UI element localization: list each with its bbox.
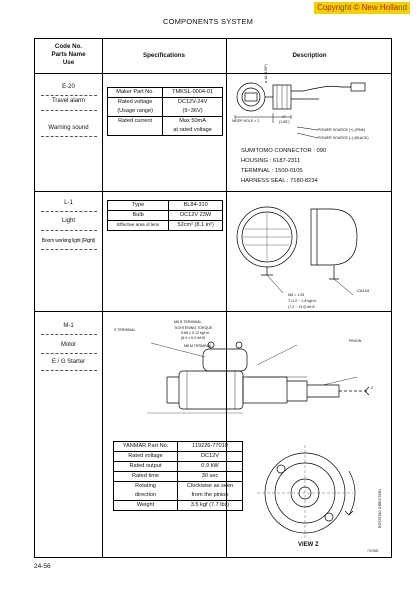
view-z-label: VIEW Z	[298, 542, 319, 548]
connector-spec: SUMITOMO CONNECTOR : 090	[241, 148, 327, 154]
torque-label: T=1.0 ~ 1.8 kgf·m	[288, 299, 317, 303]
spec-row	[114, 491, 243, 501]
spec-label: Type	[108, 201, 169, 211]
column-header-code: Code No. Parts Name Use	[51, 43, 86, 66]
dashed-divider	[41, 230, 97, 231]
spec-row	[108, 107, 223, 117]
spec-row	[108, 221, 223, 231]
spec-label	[108, 126, 163, 136]
view-direction-z-label: Z	[371, 386, 374, 390]
dashed-divider	[41, 249, 97, 250]
work-light-drawing	[231, 197, 389, 297]
weep-hole-label: WEEP HOLE × 2	[232, 119, 260, 123]
spec-value: 0.9 kW	[178, 462, 243, 472]
dashed-divider	[41, 334, 97, 335]
code-number: M-1	[63, 323, 74, 329]
spec-value: 3.5 kgf (7.7 lbs)	[178, 501, 243, 511]
starter-motor-drawing	[107, 321, 391, 433]
terminal-spec: TERMINAL : 1500-0105	[241, 168, 303, 174]
spec-value: (9~36V)	[163, 107, 223, 117]
spec-value: at rated voltage	[163, 126, 223, 136]
dashed-divider	[41, 353, 97, 354]
spec-label: Rated output	[114, 462, 178, 472]
dashed-divider	[41, 370, 97, 371]
bolt-size-label: M8 × 1.25	[288, 293, 305, 297]
spec-label: direction	[114, 491, 178, 501]
dashed-divider	[41, 95, 97, 96]
header-divider	[35, 73, 391, 74]
torque-value-label: 5.88 ± 0.12 kgf·m	[181, 331, 209, 335]
spec-table-travel-alarm	[107, 87, 223, 136]
spec-row	[114, 501, 243, 511]
spec-label: Maker Part No.	[108, 88, 163, 98]
spec-row	[114, 482, 243, 492]
power-negative-label: POWER SOURCE (–) (BLACK)	[318, 136, 369, 140]
harness-seal-spec: HARNESS SEAL : 7180-8234	[241, 178, 318, 184]
figure-code: 7S2565	[367, 549, 379, 553]
part-name: Motor	[60, 342, 77, 348]
tightening-torque-label: TIGHTENING TORQUE	[174, 326, 213, 330]
page-number: 24-56	[34, 563, 51, 570]
leader-lines	[297, 125, 319, 141]
part-use: E / G Starter	[51, 359, 86, 365]
spec-value: 30 sec	[178, 472, 243, 482]
spec-table-starter	[113, 441, 243, 511]
column-header-specifications: Specifications	[143, 52, 185, 59]
part-use: Boom working light (Right)	[41, 238, 96, 244]
dashed-divider	[41, 211, 97, 212]
torque-label: (7.2 ~ 13.0) lbf·ft	[288, 305, 315, 309]
dimension-label: ø 48 (1.89")	[264, 64, 268, 83]
dimension-label: (1.85")	[279, 120, 290, 124]
column-header-description: Description	[292, 52, 327, 59]
spec-label: Rated voltage	[108, 98, 163, 108]
spec-value: DC12V-24V	[163, 98, 223, 108]
spec-value: BL84-310	[169, 201, 223, 211]
spec-row	[114, 472, 243, 482]
spec-row	[108, 211, 223, 221]
spec-row	[114, 452, 243, 462]
spec-label: Rated time	[114, 472, 178, 482]
column-divider	[102, 39, 103, 557]
housing-spec: HOUSING : 6187-2311	[241, 158, 301, 164]
spec-value: 52cm² (8.1 in²)	[169, 221, 223, 231]
part-name: Light	[61, 218, 75, 224]
code-number: L-1	[64, 200, 73, 206]
code-number: E-20	[62, 84, 75, 90]
spec-row	[108, 201, 223, 211]
spec-row	[114, 462, 243, 472]
row-divider	[35, 311, 391, 312]
spec-row	[108, 98, 223, 108]
spec-value: DC12V	[178, 452, 243, 462]
dashed-divider	[41, 136, 97, 137]
copyright-banner: Copyright © New Holland	[314, 2, 410, 14]
part-use: Warning sound	[48, 125, 89, 131]
power-positive-label: POWER SOURCE (+) (PINK)	[318, 128, 366, 132]
spec-value: from the pinion	[178, 491, 243, 501]
figure-code: CA104	[357, 288, 370, 293]
b-terminal-label: M8 B TERMINAL	[174, 320, 202, 324]
row-divider	[35, 191, 391, 192]
s-terminal-label: S TERMINAL	[114, 328, 136, 332]
spec-row	[108, 126, 223, 136]
page-header-title: COMPONENTS SYSTEM	[162, 17, 254, 26]
part-name: Travel alarm	[51, 98, 86, 104]
spec-table-light	[107, 200, 223, 231]
dashed-divider	[41, 110, 97, 111]
m-terminal-label: M8 M TERMINAL	[184, 344, 213, 348]
spec-value: Max 50mA	[163, 117, 223, 127]
spec-label: Rotating	[114, 482, 178, 492]
pinion-label: PINION	[349, 339, 362, 343]
spec-value: DC12V 23W	[169, 211, 223, 221]
spec-label: Rated voltage	[114, 452, 178, 462]
spec-label: (Usage range)	[108, 107, 163, 117]
dimension-label: 47	[282, 115, 286, 119]
spec-row	[108, 88, 223, 98]
spec-value: 119226-77010	[178, 442, 243, 452]
view-z-drawing	[253, 441, 363, 539]
spec-label: Weight	[114, 501, 178, 511]
spec-label: Bulb	[108, 211, 169, 221]
components-table	[34, 38, 392, 558]
spec-row	[108, 117, 223, 127]
torque-value-label: (6.4 ± 0.9 lbf·ft)	[181, 336, 206, 340]
spec-row	[114, 442, 243, 452]
spec-label: Effective area of lens	[108, 221, 169, 231]
rotating-direction-label: ROTATING DIRECTION	[378, 489, 382, 528]
spec-label: YANMAR Part No.	[114, 442, 178, 452]
spec-label: Rated current	[108, 117, 163, 127]
spec-value: TMKSL-0004-01	[163, 88, 223, 98]
spec-value: Clockwise as seen	[178, 482, 243, 492]
